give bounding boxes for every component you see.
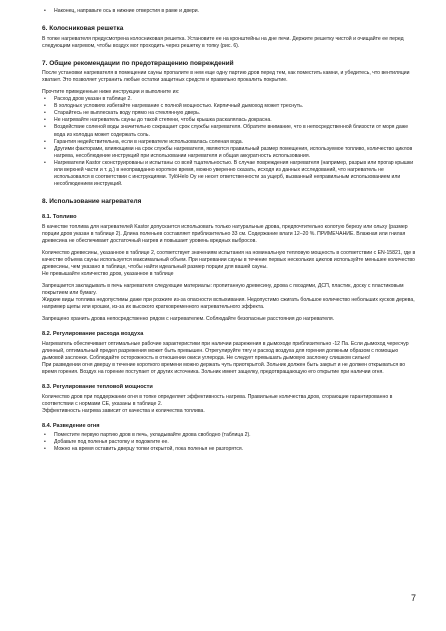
- section-7-lead: Прочтите приведенные ниже инструкции и выполните их:: [42, 89, 180, 96]
- section-8-2-text: Нагреватель обеспечивает оптимальные рабочие характеристики при наличии разрежения в дымоходе приблизительно -12 Па. Если дымоход чересчур длинный, оптимальный предел разрежения может быть превышен. Отрегулируйте тягу и расход воздуха для горения должным образом с помощью дымовой заслонки. Соблюдайте осторожность в отношении окиси углерода. Не следует превышать дымовую заслонку слишком сильно!: [42, 340, 409, 362]
- section-6-text: В топке нагревателя предусмотрена колосниковая решетка. Установите ее на кронштейны на дне печи. Держите решетку чистой и очищайте ее перед следующим нагревом, чтобы воздух мог проходить через решетку в топку (рис. 6).: [42, 35, 404, 49]
- section-8-3-text: Количество дров при поддержании огня в топке определяет эффективность нагрева. Правильные количества дров, сгорающие гарантированно в соответствии с нормами CE, указаны в таблице 2.: [42, 393, 393, 407]
- list-item: • Наконец, направьте ось в нижние отверстия в раме и двери.: [42, 8, 416, 15]
- list-item: • Нагреватели Kastor сконструированы и испытаны со всей тщательностью. В случае повреждения нагревателя (например, разрыв или прогар крышки или верхней части и т. д.) в неоправданно короткое время, можно уверенно сказать, исходя из данных исследований, что нагреватель не использовался в соответствии с инструкциями. TylöHelo Oy не несет ответственности за ущерб, вызванный неправильным использованием или несоблюдением инструкций.: [42, 160, 416, 188]
- section-6-heading: 6. Колосниковая решетка: [42, 25, 124, 33]
- section-8-2-text: При разведении огня дверцу в течение короткого времени можно держать чуть приоткрытой. Зольник должен быть закрыт и не должен открываться во время горения. Воздух на горение поступает от других источника. Зольник имеет защелку, предотвращающую его открытие при наличии огня.: [42, 362, 406, 376]
- section-8-1-heading: 8.1. Топливо: [42, 214, 77, 221]
- list-item: • Расход дров указан в таблице 2.: [42, 96, 416, 103]
- section-7-heading: 7. Общие рекомендации по предотвращению повреждений: [42, 59, 234, 67]
- section-8-1-text: Жидкие виды топлива недопустимы даже при розжиге из-за опасности вспыхивания. Недопустимо сжигать большое количество небольших кусков дерева, например щепы или крошки, из-за их высокого кратковременного нагревательного эффекта.: [42, 297, 415, 311]
- list-item: • Другими факторами, влияющими на срок службы нагревателя, являются правильный размер помещения, используемое топливо, количество циклов нагрева, несоблюдение инструкций при использовании нагревателя и общая аккуратность использования.: [42, 146, 416, 160]
- list-item: • Старайтесь не выплескать воду прямо на стеклянную дверь.: [42, 110, 416, 117]
- section-7-text: После установки нагревателя в помещении сауны пропалите в нем еще одну партию дров перед тем, как поместить камни, и убедитесь, что вентиляции хватает. Это позволяет устранить любые остатки защитных средств и правильно прокалить покрытие.: [42, 70, 410, 84]
- section-8-3-heading: 8.3. Регулирование тепловой мощности: [42, 384, 153, 391]
- section-8-4-heading: 8.4. Разведение огня: [42, 422, 100, 429]
- list-item: • В холодных условиях избегайте нагревание с полной мощностью. Кирпичный дымоход может треснуть.: [42, 103, 416, 110]
- list-item: • Гарантия недействительна, если в нагревателе использовалась соленая вода.: [42, 139, 416, 146]
- section-8-1-text: Количество древесины, указанное в таблице 2, соответствует значениям испытания на номинальную тепловую мощность в соответствии с EN-15821, где в качестве объема сауны используется максимальный объем. При нагревании сауны в течение первых нескольких циклов используйте меньшее количество древесины, чем указано в таблице, чтобы найти идеальный размер порции для вашей сауны.: [42, 250, 416, 271]
- section-8-1-text: Запрещается закладывать в печь нагревателя следующие материалы: пропитанную древесину, дрова с гвоздями, ДСП, пластик, доску с пластиковым покрытием или бумагу.: [42, 283, 404, 297]
- section-8-1-text: В качестве топлива для нагревателей Kastor допускается использовать только натуральные дрова, предпочтительно колотую березу или ольху (размер порции дров указан в таблице 2). Длина поленьев составляет приблизительно 33 см. Содержание влаги 12–20 %. ПРИМЕЧАНИЕ. Влажная или гнилая древесина не обеспечивает достаточный нагрев и повышает уровень вредных выбросов.: [42, 223, 408, 244]
- section-8-heading: 8. Использование нагревателя: [42, 197, 142, 205]
- section-8-3-text: Эффективность нагрева зависит от качества и количества топлива.: [42, 407, 205, 414]
- section-8-1-note: Не превышайте количество дров, указанное в таблице: [42, 271, 174, 278]
- list-item: • Воздействие соленой воды значительно сокращает срок службы нагревателя. Обратите внимание, что в непосредственной близости от моря даже вода из колодца может содержать соль.: [42, 124, 416, 138]
- section-8-1-text: Запрещено хранить дрова непосредственно рядом с нагревателем. Соблюдайте безопасные расстояния до нагревателя.: [42, 316, 335, 323]
- list-item: • Добавьте под поленья растопку и подожгите ее.: [42, 439, 416, 446]
- page-number: 7: [410, 593, 416, 603]
- list-item: • Поместите первую партию дров в печь, укладывайте дрова свободно (таблица 2).: [42, 432, 416, 439]
- section-8-2-heading: 8.2. Регулирование расхода воздуха: [42, 331, 144, 338]
- list-item: • Можно на время оставить дверцу топки открытой, пока поленья не разгорятся.: [42, 446, 416, 453]
- list-item: • Не нагревайте нагреватель сауны до такой степени, чтобы крышка раскалялась докрасна.: [42, 117, 416, 124]
